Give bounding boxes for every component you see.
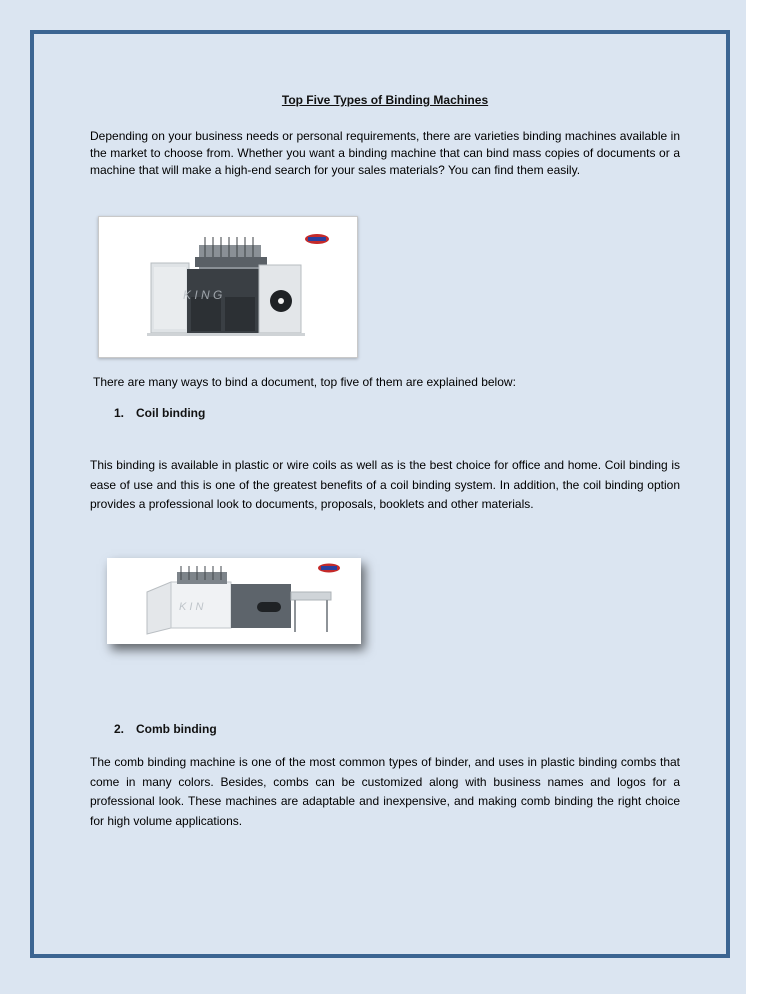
coil-binding-paragraph: This binding is available in plastic or wire coils as well as is the best choice for office and home. Coil binding is ease of use and this is one of the greatest benefits of a coil binding system. In addition, the coil binding option provides a professional look to documents, proposals, booklets and other materials.	[90, 458, 680, 511]
section-heading-text: Coil binding	[136, 406, 206, 420]
section-heading-text: Comb binding	[136, 722, 217, 736]
intro-paragraph: Depending on your business needs or personal requirements, there are varieties binding machines available in the market to choose from. Whether you want a binding machine that can bind mass copies of documents or a machine that will make a high-end search for your sales materials? You can find them easily.	[90, 129, 680, 177]
section-heading-coil-binding	[114, 406, 205, 420]
section-number: 1.	[114, 406, 125, 420]
document-title: Top Five Types of Binding Machines	[281, 93, 489, 107]
section-heading-comb-binding	[114, 722, 217, 736]
section-number: 2.	[114, 722, 125, 736]
svg-text:K I N: K I N	[179, 601, 204, 613]
comb-binding-paragraph: The comb binding machine is one of the most common types of binder, and uses in plastic binding combs that come in many colors. Besides, combs can be customized along with business names and logos for a professional look. These machines are adaptable and inexpensive, and making comb binding the right choice for high volume applications.	[90, 755, 680, 828]
binding-machine-photo-2	[107, 558, 361, 644]
binding-machine-photo-1	[98, 216, 358, 358]
svg-text:K I N G: K I N G	[183, 288, 223, 302]
ways-paragraph: There are many ways to bind a document, top five of them are explained below:	[93, 375, 516, 389]
